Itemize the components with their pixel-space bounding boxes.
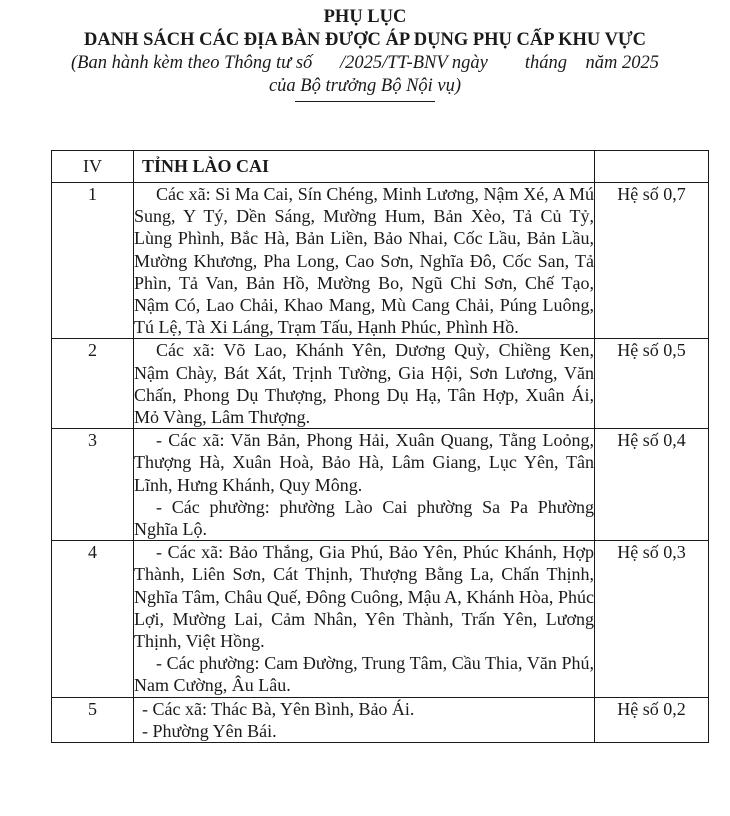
row-number: 2 xyxy=(52,339,134,429)
row-areas xyxy=(134,697,595,742)
row-areas xyxy=(134,541,595,697)
row-areas xyxy=(134,429,595,541)
row-number: 4 xyxy=(52,541,134,697)
row-communes: - Các xã: Bảo Thắng, Gia Phú, Bảo Yên, Phúc Khánh, Hợp Thành, Liên Sơn, Cát Thịnh, Thượng Bằng La, Chấn Thịnh, Nghĩa Tâm, Châu Quế, Đông Cuông, Mậu A, Khánh Hòa, Phúc Lợi, Mường Lai, Cảm Nhân, Yên Thành, Trấn Yên, Lương Thịnh, Việt Hồng. xyxy=(134,542,594,652)
issuance-line-1: (Ban hành kèm theo Thông tư số /2025/TT-BNV ngày tháng năm 2025 xyxy=(70,53,660,73)
row-number: 3 xyxy=(52,429,134,541)
section-empty-cell xyxy=(595,151,709,183)
document-header xyxy=(0,6,730,102)
table-row xyxy=(52,541,709,697)
row-number: 5 xyxy=(52,697,134,742)
row-wards: - Các phường: phường Lào Cai phường Sa Pa Phường Nghĩa Lộ. xyxy=(134,496,594,540)
row-communes: - Các xã: Văn Bản, Phong Hải, Xuân Quang, Tằng Loỏng, Thượng Hà, Xuân Hoà, Bảo Hà, Lâm Giang, Lục Yên, Tân Lĩnh, Hưng Khánh, Quy Mông. xyxy=(134,430,594,495)
row-coefficient: Hệ số 0,5 xyxy=(595,339,709,429)
row-wards: - Phường Yên Bái. xyxy=(142,720,277,741)
table-row xyxy=(52,183,709,339)
section-header-row xyxy=(52,151,709,183)
appendix-subtitle: DANH SÁCH CÁC ĐỊA BÀN ĐƯỢC ÁP DỤNG PHỤ CẤP KHU VỰC xyxy=(83,30,647,50)
appendix-title: PHỤ LỤC xyxy=(323,7,407,27)
row-number: 1 xyxy=(52,183,134,339)
section-title: TỈNH LÀO CAI xyxy=(134,151,595,183)
section-number: IV xyxy=(52,151,134,183)
row-communes: - Các xã: Thác Bà, Yên Bình, Bảo Ái. xyxy=(142,698,415,719)
table-row xyxy=(52,339,709,429)
row-areas xyxy=(134,339,595,429)
row-coefficient: Hệ số 0,3 xyxy=(595,541,709,697)
row-communes: Các xã: Võ Lao, Khánh Yên, Dương Quỳ, Chiềng Ken, Nậm Chày, Bát Xát, Trịnh Tường, Gia Hội, Sơn Lương, Văn Chấn, Phong Dụ Thượng, Phong Dụ Hạ, Tân Hợp, Xuân Ái, Mỏ Vàng, Lâm Thượng. xyxy=(134,340,594,428)
header-divider xyxy=(295,101,435,102)
allowance-table xyxy=(51,150,709,743)
table-row xyxy=(52,697,709,742)
table-row xyxy=(52,429,709,541)
row-coefficient: Hệ số 0,4 xyxy=(595,429,709,541)
row-coefficient: Hệ số 0,7 xyxy=(595,183,709,339)
row-coefficient: Hệ số 0,2 xyxy=(595,697,709,742)
row-communes: Các xã: Si Ma Cai, Sín Chéng, Minh Lương, Nậm Xé, A Mú Sung, Y Tý, Dền Sáng, Mường Hum, Bản Xèo, Tả Củ Tỷ, Lùng Phình, Bắc Hà, Bản Liền, Bảo Nhai, Cốc Lầu, Bản Lầu, Mường Khương, Pha Long, Cao Sơn, Nghĩa Đô, Cốc San, Tả Phìn, Tả Van, Bản Hồ, Mường Bo, Ngũ Chỉ Sơn, Chế Tạo, Nậm Có, Lao Chải, Khao Mang, Mù Cang Chải, Púng Luông, Tú Lệ, Tà Xi Láng, Trạm Tấu, Hạnh Phúc, Phình Hồ. xyxy=(134,184,594,338)
row-areas xyxy=(134,183,595,339)
issuance-line-2: của Bộ trưởng Bộ Nội vụ) xyxy=(268,76,462,96)
row-wards: - Các phường: Cam Đường, Trung Tâm, Cầu Thia, Văn Phú, Nam Cường, Âu Lâu. xyxy=(134,653,594,696)
